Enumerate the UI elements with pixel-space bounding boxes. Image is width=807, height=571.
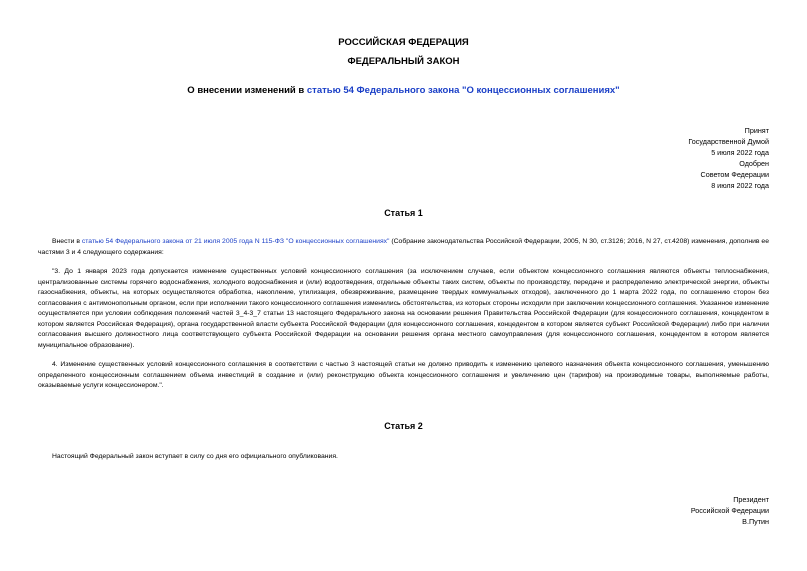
adoption-accepted: Принят [744,126,769,135]
signature-name: В.Путин [742,517,769,526]
adoption-by-duma: Государственной Думой [688,137,769,146]
article2-text-content: Настоящий Федеральный закон вступает в силу со дня его официального опубликования. [52,453,338,460]
signature-country: Российской Федерации [690,506,769,515]
article1-intro [38,237,769,258]
article2-heading: Статья 2 [384,421,423,431]
adoption-by-council: Советом Федерации [700,170,769,179]
adoption-council-date: 8 июля 2022 года [711,181,769,190]
article1-part3 [38,267,769,351]
document-title [0,85,807,96]
article1-part4-text: 4. Изменение существенных условий концессионного соглашения в соответствии с частью 3 настоящей статьи не должно приводить к изменению целевого назначения объекта концессионного соглашения, уменьшению определенного концессионным соглашением объема инвестиций в создание и (или) реконструкцию объекта концессионного соглашения и увеличению цен (тарифов) на производимые товары, выполняемые работы, оказываемые услуги концессионером.". [38,361,769,389]
title-link[interactable]: статью 54 Федерального закона "О концессионных соглашениях" [306,85,620,96]
adoption-block [688,125,769,191]
article1-part4 [38,360,769,392]
title-prefix: О внесении изменений в [187,85,307,96]
adoption-duma-date: 5 июля 2022 года [711,148,769,157]
article1-intro-link[interactable]: статью 54 Федерального закона от 21 июля 2005 года N 115-ФЗ "О концессионных соглашениях" [81,238,390,245]
article1-intro-post: (Собрание законодательства Российской Федерации, 2005, N 30, ст.3126; 2016, N 27, ст.4208) изменения, дополнив ее частями 3 и 4 следующего содержания: [38,238,769,256]
article1-part3-text: "3. До 1 января 2023 года допускается изменение существенных условий концессионного соглашения (за исключением случаев, если объектом концессионного соглашения являются объекты теплоснабжения, централизованные системы горячего водоснабжения, холодного водоснабжения и (или) водоотведения, отдельные объекты таких систем, объекты по производству, передаче и распределению электрической энергии, объекты газоснабжения, объекты, на которых осуществляются обработка, накопление, утилизация, обезвреживание, размещение твердых коммунальных отходов), заключенного до 1 марта 2022 года, по соглашению сторон без согласования с антимонопольным органом, если при исполнении такого концессионного соглашения изменились обстоятельства, из которых стороны исходили при заключении концессионного соглашения. Указанное изменение осуществляется при условии соблюдения положений частей 3_4-3_7 статьи 13 настоящего Федерального закона на основании решения Правительства Российской Федерации (для концессионного соглашения, концедентом в котором является Российская Федерация), органа государственной власти субъекта Российской Федерации (для концессионного соглашения, концедентом в котором является субъект Российской Федерации) либо при наличии согласования высшего должностного лица соответствующего субъекта Российской Федерации на основании решения органа местного самоуправления (для концессионного соглашения, концедентом в котором является муниципальное образование). [38,268,769,349]
article2-text [38,452,769,463]
header-country: РОССИЙСКАЯ ФЕДЕРАЦИЯ [338,37,469,48]
header-law-type: ФЕДЕРАЛЬНЫЙ ЗАКОН [347,56,460,67]
article1-heading: Статья 1 [384,208,423,218]
article1-intro-pre: Внести в [52,238,82,245]
signature-role: Президент [733,495,769,504]
signature-block [691,494,769,527]
adoption-approved: Одобрен [739,159,769,168]
